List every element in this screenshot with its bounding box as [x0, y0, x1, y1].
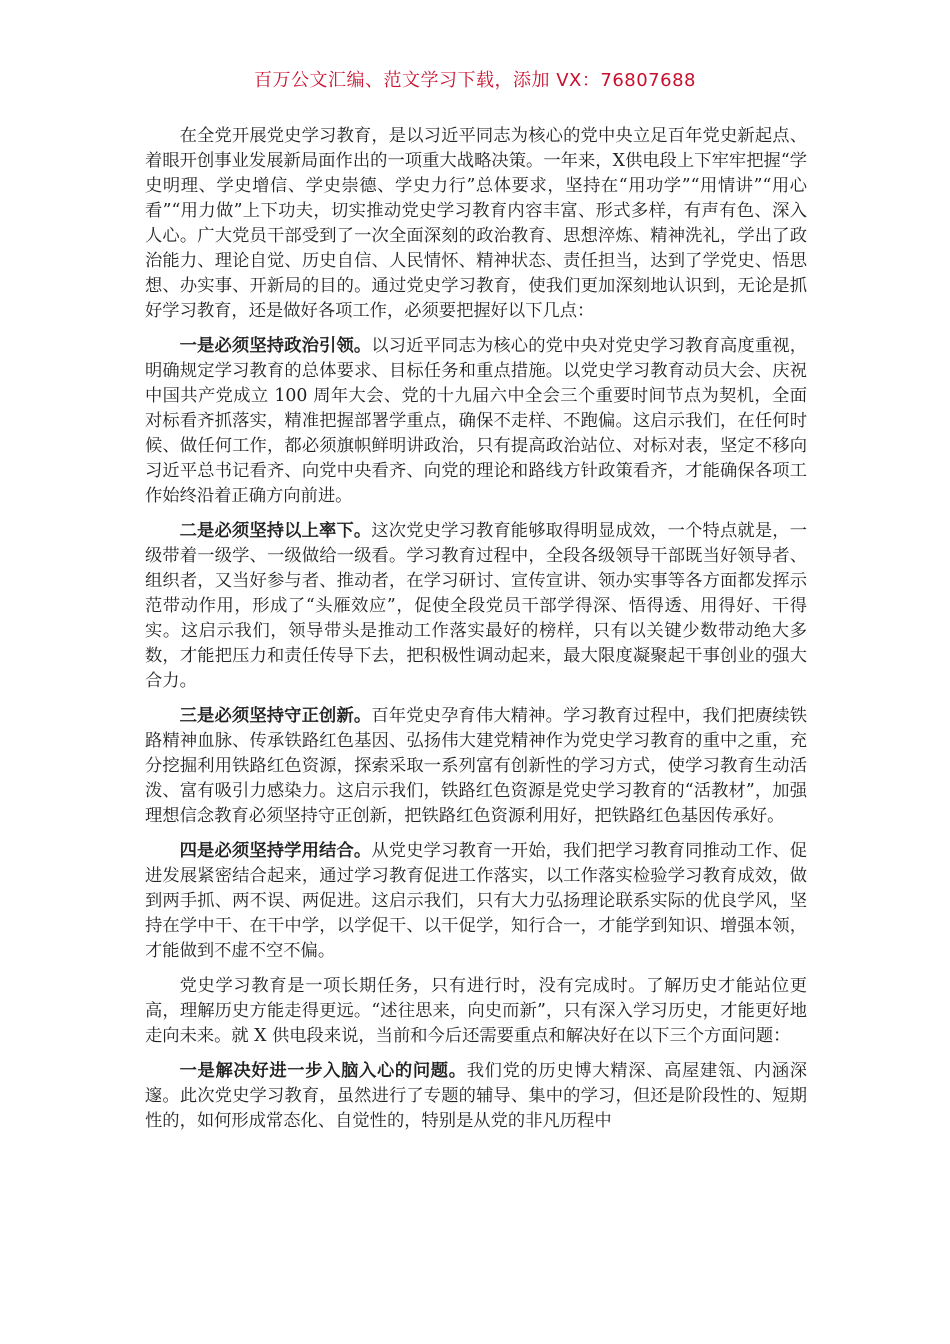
- paragraph-lead: 四是必须坚持学用结合。: [179, 841, 372, 861]
- paragraph-text: 以习近平同志为核心的党中央对党史学习教育高度重视，明确规定学习教育的总体要求、目标任务和重点措施。以党史学习教育动员大会、庆祝中国共产党成立 100 周年大会、党的十九届六中全会三个重要时间节点为契机，全面对标看齐抓落实，精准把握部署学重点，确保不走样、不跑偏。这启示我们，在任何时候、做任何工作，都必须旗帜鲜明讲政治，只有提高政治站位、对标对表，坚定不移向习近平总书记看齐、向党中央看齐、向党的理论和路线方针政策看齐，才能确保各项工作始终沿着正确方向前进。: [145, 336, 807, 506]
- page-header-watermark: 百万公文汇编、范文学习下载，添加 VX：76807688: [254, 70, 696, 91]
- paragraph-point-4: [145, 839, 807, 964]
- document-body: [145, 124, 807, 1144]
- paragraph-text: 我们党的历史博大精深、高屋建瓴、内涵深邃。此次党史学习教育，虽然进行了专题的辅导、集中的学习，但还是阶段性的、短期性的，如何形成常态化、自觉性的，特别是从党的非凡历程中: [145, 1061, 807, 1131]
- paragraph-intro: [145, 124, 807, 324]
- paragraph-lead: 一是解决好进一步入脑入心的问题。: [179, 1061, 467, 1081]
- paragraph-point-3: [145, 704, 807, 829]
- paragraph-text: 这次党史学习教育能够取得明显成效，一个特点就是，一级带着一级学、一级做给一级看。学习教育过程中，全段各级领导干部既当好领导者、组织者，又当好参与者、推动者，在学习研讨、宣传宣讲、领办实事等各方面都发挥示范带动作用，形成了“头雁效应”，促使全段党员干部学得深、悟得透、用得好、干得实。这启示我们，领导带头是推动工作落实最好的榜样，只有以关键少数带动绝大多数，才能把压力和责任传导下去，把积极性调动起来，最大限度凝聚起干事创业的强大合力。: [145, 521, 807, 691]
- paragraph-lead: 三是必须坚持守正创新。: [179, 706, 372, 726]
- paragraph-text: 党史学习教育是一项长期任务，只有进行时，没有完成时。了解历史才能站位更高，理解历史方能走得更远。“述往思来，向史而新”，只有深入学习历史，才能更好地走向未来。就 X 供电段来说，当前和今后还需要重点和解决好在以下三个方面问题：: [145, 976, 807, 1046]
- paragraph-point-1: [145, 334, 807, 509]
- paragraph-text: 百年党史孕育伟大精神。学习教育过程中，我们把赓续铁路精神血脉、传承铁路红色基因、弘扬伟大建党精神作为党史学习教育的重中之重，充分挖掘利用铁路红色资源，探索采取一系列富有创新性的学习方式，使学习教育生动活泼、富有吸引力感染力。这启示我们，铁路红色资源是党史学习教育的“活教材”，加强理想信念教育必须坚持守正创新，把铁路红色资源利用好，把铁路红色基因传承好。: [145, 706, 807, 826]
- paragraph-point-2: [145, 519, 807, 694]
- paragraph-transition: [145, 974, 807, 1049]
- paragraph-lead: 二是必须坚持以上率下。: [179, 521, 372, 541]
- paragraph-problem-1: [145, 1059, 807, 1134]
- paragraph-text: 从党史学习教育一开始，我们把学习教育同推动工作、促进发展紧密结合起来，通过学习教育促进工作落实，以工作落实检验学习教育成效，做到两手抓、两不误、两促进。这启示我们，只有大力弘扬理论联系实际的优良学风，坚持在学中干、在干中学，以学促干、以干促学，知行合一，才能学到知识、增强本领，才能做到不虚不空不偏。: [145, 841, 807, 961]
- paragraph-lead: 一是必须坚持政治引领。: [179, 336, 372, 356]
- paragraph-text: 在全党开展党史学习教育，是以习近平同志为核心的党中央立足百年党史新起点、着眼开创事业发展新局面作出的一项重大战略决策。一年来，X供电段上下牢牢把握“学史明理、学史增信、学史崇德、学史力行”总体要求，坚持在“用功学”“用情讲”“用心看”“用力做”上下功夫，切实推动党史学习教育内容丰富、形式多样，有声有色、深入人心。广大党员干部受到了一次全面深刻的政治教育、思想淬炼、精神洗礼，学出了政治能力、理论自觉、历史自信、人民情怀、精神状态、责任担当，达到了学党史、悟思想、办实事、开新局的目的。通过党史学习教育，使我们更加深刻地认识到，无论是抓好学习教育，还是做好各项工作，必须要把握好以下几点：: [145, 126, 807, 321]
